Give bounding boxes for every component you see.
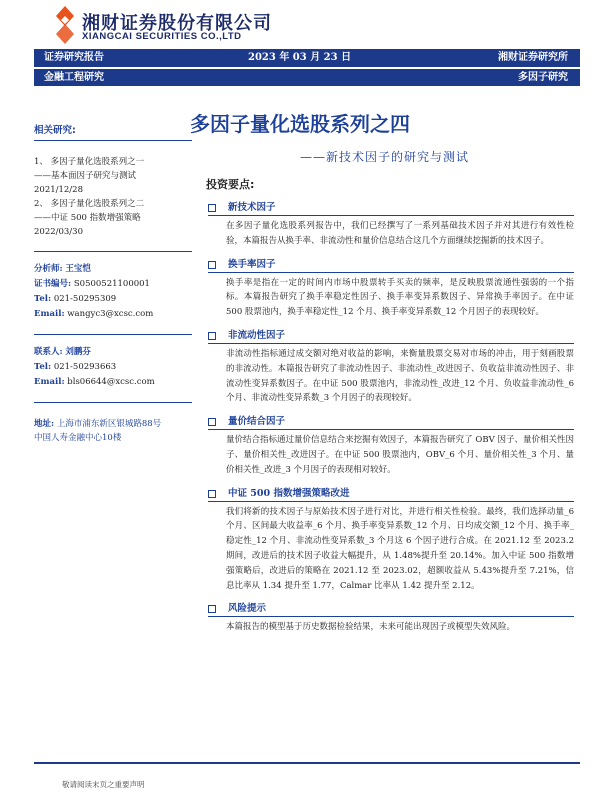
section-title: 非流动性因子: [228, 329, 286, 341]
report-type: 证券研究报告: [44, 52, 104, 63]
company-logo-icon: [56, 6, 74, 44]
section-title: 中证 500 指数增强策略改进: [228, 487, 350, 499]
section-heading: [208, 486, 574, 502]
cert-label: 证书编号:: [34, 279, 72, 289]
section-body: 量价结合指标通过量价信息结合来挖掘有效因子，本篇报告研究了 OBV 因子、量价相关性因子、量价相关性_改进因子。在中证 500 股票池内，OBV_6 个月、量价相关性_3 个月、量价相关性_改进_3 个月因子的表现相对较好。: [226, 435, 574, 475]
checkbox-bullet-icon: [208, 332, 216, 340]
section-title: 风险提示: [228, 603, 267, 615]
email-label: Email:: [34, 377, 65, 387]
section-body: 本篇报告的模型基于历史数据检验结果，未来可能出现因子或模型失效风险。: [226, 622, 516, 633]
sidebar-divider: [34, 402, 192, 403]
contact-info: [34, 345, 192, 390]
email-label: Email:: [34, 309, 65, 319]
section-body: 我们将新的技术因子与原始技术因子进行对比，并进行相关性检验。最终，我们选择动量_6 个月、区间最大收益率_6 个月、换手率变异系数_12 个月、日均成交额_12 个月、换手率_稳定性_12 个月、非流动性变异系数_3 个月这 6 个因子进行合成。在 2021.12 至 2023.2 期间，改进后的技术因子收益大幅提升，从 1.48%提升至 20.14%。加入中证 500 指数增强策略后，改进后的策略在 2021.12 至 2023.02，超额收益从 5.43%提升至 7.21%，信息比率从 1.34 提升至 1.77，Calmar 比率从 1.42 提升至 2.12。: [226, 506, 574, 591]
highlights-heading: 投资要点:: [206, 178, 255, 191]
analyst-tel: 021-50295309: [53, 294, 117, 304]
related-item-date: 2022/03/30: [34, 227, 83, 237]
section-risk-warning: [208, 601, 574, 635]
section-title: 换手率因子: [228, 258, 276, 270]
section-title: 新技术因子: [228, 202, 276, 213]
header-bar-bottom: [34, 69, 580, 86]
address-line: 中国人寿金融中心10楼: [34, 433, 122, 443]
section-heading: [208, 328, 574, 344]
section-heading: [208, 200, 574, 216]
tel-label: Tel:: [34, 294, 52, 304]
related-list: [34, 155, 192, 239]
footer-disclaimer: 敬请阅读末页之重要声明: [62, 780, 145, 789]
checkbox-bullet-icon: [208, 261, 216, 269]
header-bar-top: [34, 49, 580, 67]
address-label: 地址:: [34, 419, 55, 429]
page-title: 多因子量化选股系列之四: [190, 112, 410, 136]
section-turnover-factor: [208, 257, 574, 320]
tel-label: Tel:: [34, 362, 52, 372]
section-volume-price-factor: [208, 414, 574, 477]
page-subtitle: ——新技术因子的研究与测试: [300, 150, 470, 164]
section-body: 换手率是指在一定的时间内市场中股票转手买卖的频率，是反映股票流通性强弱的一个指标。本篇报告研究了换手率稳定性因子、换手率变异系数因子、异常换手率因子。在中证 500 股票池内，换手率稳定性_12 个月、换手率变异系数_12 个月因子的表现较好。: [226, 277, 574, 318]
contact-name: 刘鹏芬: [65, 347, 91, 357]
related-item-title: 1、 多因子量化选股系列之一: [34, 157, 145, 167]
checkbox-bullet-icon: [208, 490, 216, 498]
report-category: 金融工程研究: [44, 72, 104, 83]
related-item[interactable]: [34, 155, 192, 197]
checkbox-bullet-icon: [208, 605, 216, 613]
sidebar-divider: [34, 251, 192, 252]
report-topic: 多因子研究: [518, 72, 568, 83]
section-title: 量价结合因子: [228, 416, 286, 428]
contact-tel: 021-50293663: [53, 362, 117, 372]
checkbox-bullet-icon: [208, 418, 216, 426]
address-line: 上海市浦东新区银城路88号: [56, 419, 162, 429]
related-item-title: 2、 多因子量化选股系列之二: [34, 199, 145, 209]
analyst-email[interactable]: wangyc3@xcsc.com: [67, 309, 154, 319]
checkbox-bullet-icon: [208, 204, 216, 212]
footer-divider: [34, 762, 580, 764]
related-item-subtitle: ——中证 500 指数增强策略: [34, 213, 141, 223]
section-body: 在多因子量化选股系列报告中，我们已经撰写了一系列基础技术因子并对其进行有效性检验，本篇报告从换手率、非流动性和量价信息结合这几个方面继续挖掘新的技术因子。: [226, 221, 574, 246]
section-body: 非流动性指标通过成交额对绝对收益的影响，来衡量股票交易对市场的冲击，用于刻画股票的非流动性。本篇报告研究了非流动性因子、非流动性_改进因子、负收益非流动性因子、非流动性变异系数因子。在中证 500 股票池内，非流动性_改进_12 个月、负收益非流动性_6 个月、非流动性变异系数_3 个月因子的表现较好。: [226, 348, 574, 404]
sidebar: [34, 122, 192, 445]
section-new-tech-factor: [208, 200, 574, 249]
related-item-subtitle: ——基本面因子研究与测试: [34, 171, 137, 181]
analyst-label: 分析师:: [34, 264, 63, 274]
contact-label: 联系人:: [34, 347, 63, 357]
company-name-cn: 湘财证券股份有限公司: [82, 13, 272, 34]
contact-email[interactable]: bls06644@xcsc.com: [67, 377, 155, 387]
related-heading: 相关研究:: [34, 122, 192, 141]
institute-name: 湘财证券研究所: [498, 52, 568, 63]
section-illiquidity-factor: [208, 328, 574, 406]
related-item[interactable]: [34, 197, 192, 239]
section-csi500-enhancement: [208, 486, 574, 594]
report-date: 2023 年 03 月 23 日: [248, 52, 352, 63]
section-heading: [208, 601, 574, 617]
section-heading: [208, 414, 574, 430]
analyst-name: 王宝恺: [65, 264, 91, 274]
cert-number: S0500521100001: [73, 279, 150, 289]
related-item-date: 2021/12/28: [34, 185, 83, 195]
investment-highlights: [208, 176, 574, 635]
section-heading: [208, 257, 574, 273]
analyst-info: [34, 262, 192, 322]
address: [34, 417, 192, 445]
company-name-en: XIANGCAI SECURITIES CO.,LTD: [82, 31, 242, 42]
sidebar-divider: [34, 334, 192, 335]
